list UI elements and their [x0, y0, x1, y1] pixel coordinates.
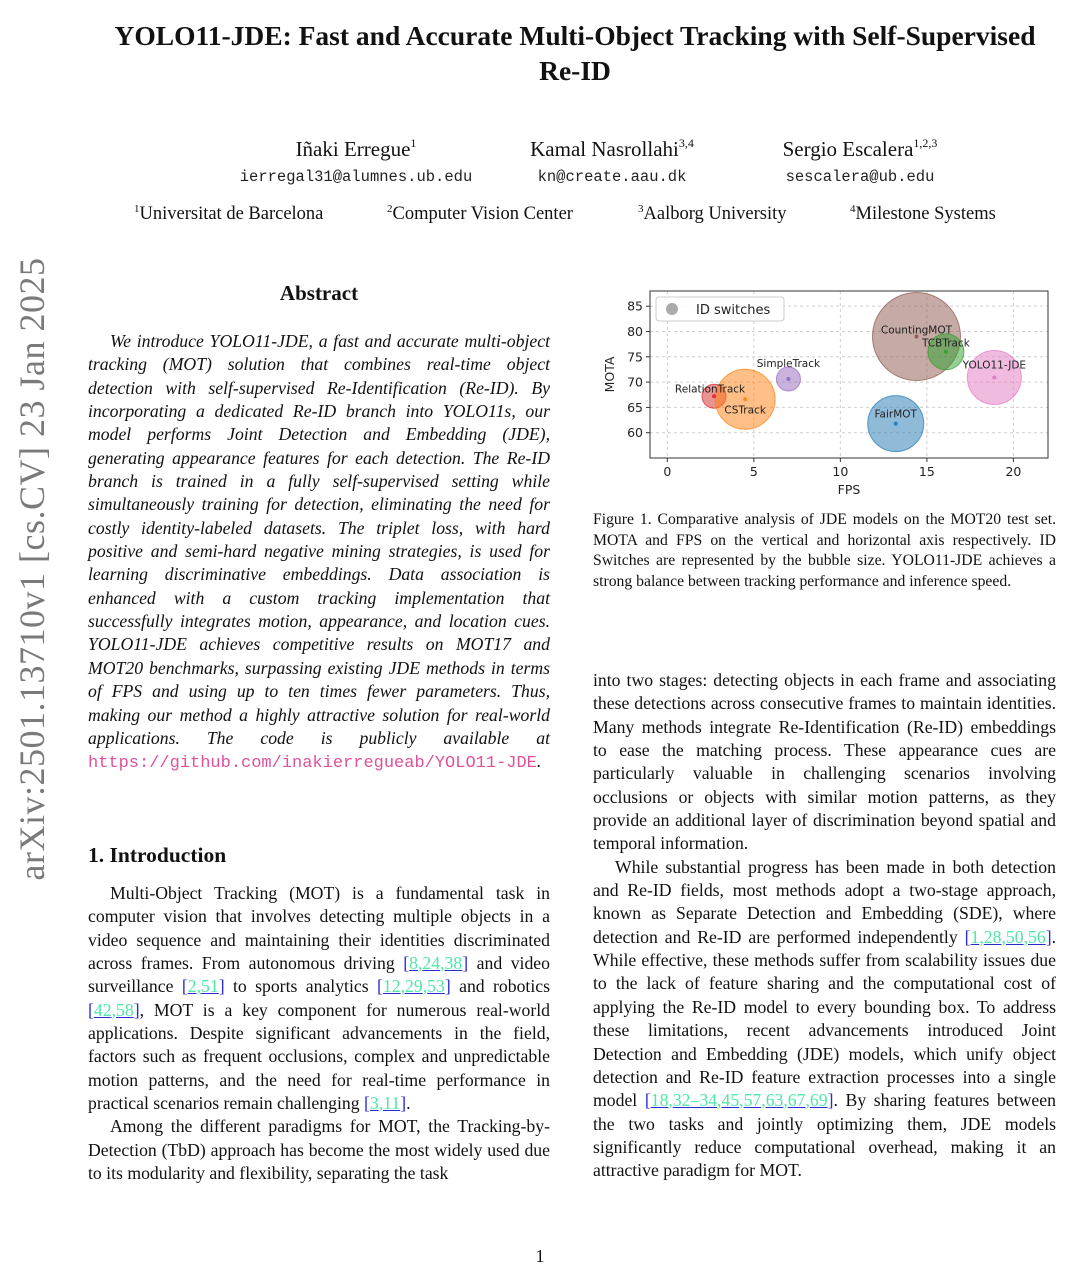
code-url-link[interactable]: https://github.com/inakierregueab/YOLO11-JDE — [88, 754, 537, 774]
author-1 — [196, 130, 516, 186]
bubble-center — [944, 350, 948, 354]
affil-name: Aalborg University — [643, 204, 787, 224]
citation-bracket: ] — [827, 1090, 834, 1111]
citation-link[interactable]: 67 — [787, 1090, 806, 1111]
citation-bracket: [ — [644, 1090, 651, 1111]
affiliation-3 — [638, 203, 787, 225]
citation-link[interactable]: 28 — [983, 926, 1002, 947]
intro-right-column — [593, 669, 1056, 1183]
citation-bracket: [ — [88, 999, 94, 1020]
abstract-heading: Abstract — [279, 281, 359, 305]
affil-sup: 1 — [134, 203, 140, 215]
affiliation-1 — [134, 203, 323, 225]
citation-bracket: [ — [364, 1093, 370, 1114]
affil-sup: 4 — [850, 203, 856, 215]
bubble-center — [894, 422, 898, 426]
citation-link[interactable]: 45 — [721, 1090, 740, 1111]
abstract-end: . — [536, 751, 542, 772]
citation-link[interactable]: 42 — [93, 999, 112, 1020]
affiliation-2 — [387, 203, 573, 225]
bubble-center — [992, 376, 996, 380]
author-affil-sup: 3,4 — [678, 136, 694, 150]
citation-group: [12,29,53] — [377, 976, 451, 997]
title-line-2: Re-ID — [539, 55, 611, 86]
affil-sup: 3 — [638, 203, 644, 215]
intro-left-column — [88, 882, 550, 1185]
bubble-label: YOLO11-JDE — [962, 359, 1027, 372]
affil-name: Milestone Systems — [855, 204, 996, 224]
citation-link[interactable]: 53 — [427, 976, 445, 997]
citation-link[interactable]: 1 — [970, 926, 980, 947]
x-tick-label: 20 — [1005, 464, 1022, 479]
citation-bracket: [ — [377, 976, 383, 997]
citation-link[interactable]: 18 — [650, 1090, 669, 1111]
affil-name: Universitat de Barcelona — [139, 204, 324, 224]
bubble-label: CountingMOT — [880, 324, 953, 337]
citation-link[interactable]: 2 — [187, 976, 197, 997]
author-name: Kamal Nasrollahi — [530, 137, 679, 161]
bubble-label: RelationTrack — [674, 383, 746, 396]
y-axis-label: MOTA — [602, 356, 617, 393]
author-3 — [750, 130, 970, 186]
legend-marker-icon — [666, 303, 678, 315]
citation-bracket: [ — [181, 976, 188, 997]
citation-link[interactable]: 12 — [382, 976, 401, 997]
title-line-1: YOLO11-JDE: Fast and Accurate Multi-Object Tracking with Self-Supervised — [114, 20, 1036, 51]
intro-paragraph-3: While substantial progress has been made in both detection and Re-ID fields, most methods adopt a two-stage approach, known as Separate Detection and Embedding (SDE), where detection and Re-ID are performed independently [1,28,50,56]. While effective, these methods suffer from scalability issues due to the lack of feature sharing and the computational cost of applying the Re-ID model to every bounding box. To address these limitations, recent advancements introduced Joint Detection and Embedding (JDE) models, which unify object detection and Re-ID feature extraction processes into a single model [18,32–34,45,57,63,67,69]. By sharing features between the two tasks and jointly optimizing them, JDE models significantly reduce computational overhead, making it an attractive paradigm for MOT. — [593, 856, 1056, 1181]
affil-sup: 2 — [387, 203, 393, 215]
citation-bracket: ] — [462, 953, 469, 974]
bubble-center — [743, 397, 747, 401]
x-tick-label: 0 — [663, 464, 672, 479]
citation-link[interactable]: 24 — [422, 953, 441, 974]
citation-group: [1,28,50,56] — [964, 926, 1052, 947]
intro-paragraph-2-cont: into two stages: detecting objects in each frame and associating these detections across consecutive frames to maintain identities. Many methods integrate Re-Identification (Re-ID) embeddings to ease the matching process. These appearance cues are particularly valuable in challenging scenarios involving occlusions or objects with similar motion patterns, as they provide an additional layer of discrimination beyond spatial and temporal information. — [593, 670, 1056, 854]
author-email[interactable]: ierregal31@alumnes.ub.edu — [239, 168, 473, 186]
author-name: Iñaki Erregue — [295, 137, 411, 161]
citation-link[interactable]: 58 — [116, 999, 134, 1020]
bubble-center — [786, 377, 790, 381]
bubble-label: SimpleTrack — [756, 358, 821, 371]
affil-name: Computer Vision Center — [392, 204, 573, 224]
citation-bracket: ] — [1045, 926, 1052, 947]
intro-paragraph-1: Multi-Object Tracking (MOT) is a fundamental task in computer vision that involves detecting multiple objects in a video sequence and maintaining their identities discriminated across frames. From autonomous driving [8,24,38] and video surveillance [2,51] to sports analytics [12,29,53] and robotics [42,58], MOT is a key component for numerous real-world applications. Despite significant advancements in the field, factors such as frequent occlusions, complex and unpredictable motion patterns, and the need for real-time performance in practical scenarios remain challenging [3,11]. — [88, 883, 550, 1114]
y-tick-label: 65 — [627, 399, 643, 415]
citation-group: [42,58] — [88, 999, 140, 1020]
citation-link[interactable]: 3 — [369, 1093, 379, 1114]
bubble-label: CSTrack — [724, 404, 766, 417]
y-tick-label: 85 — [627, 298, 643, 314]
arxiv-stamp: arXiv:2501.13710v1 [cs.CV] 23 Jan 2025 — [12, 257, 52, 881]
x-tick-label: 5 — [749, 464, 758, 479]
citation-link[interactable]: 56 — [1028, 926, 1046, 947]
section-heading-introduction: 1. Introduction — [88, 843, 227, 867]
author-affil-sup: 1 — [410, 136, 417, 150]
citation-link[interactable]: 29 — [405, 976, 423, 997]
figure-1-caption: Figure 1. Comparative analysis of JDE models on the MOT20 test set. MOTA and FPS on the vertical and horizontal axis respectively. ID Switches are represented by the bubble size. YOLO11-JDE achieves a strong balance between tracking performance and inference speed. — [593, 511, 1056, 590]
x-axis-label: FPS — [837, 482, 861, 497]
author-email[interactable]: kn@create.aau.dk — [537, 168, 687, 186]
page-number: 1 — [535, 1246, 545, 1266]
x-tick-label: 15 — [918, 464, 935, 479]
citation-link[interactable]: 63 — [765, 1090, 784, 1111]
y-tick-label: 60 — [627, 425, 643, 441]
citation-link[interactable]: 11 — [383, 1093, 401, 1114]
citation-link[interactable]: 50 — [1005, 926, 1024, 947]
citation-link[interactable]: 57 — [743, 1090, 762, 1111]
citation-bracket: ] — [400, 1093, 407, 1114]
citation-link[interactable]: 51 — [201, 976, 219, 997]
citation-group: [3,11] — [364, 1093, 407, 1114]
citation-group: [18,32–34,45,57,63,67,69] — [644, 1090, 834, 1111]
legend-label: ID switches — [696, 303, 771, 318]
citation-bracket: ] — [444, 976, 451, 997]
citation-link[interactable]: 32–34 — [672, 1090, 718, 1111]
abstract-body — [88, 330, 550, 776]
citation-bracket: [ — [964, 926, 971, 947]
affiliation-4 — [850, 203, 996, 225]
y-tick-label: 75 — [627, 349, 643, 365]
x-tick-label: 10 — [832, 464, 849, 479]
figure-1-bubble-chart — [592, 286, 1062, 506]
author-2 — [502, 130, 722, 186]
author-name: Sergio Escalera — [782, 137, 914, 161]
citation-link[interactable]: 38 — [444, 953, 463, 974]
bubble-label: TCBTrack — [921, 337, 970, 350]
citation-bracket: [ — [403, 953, 410, 974]
author-email[interactable]: sescalera@ub.edu — [785, 168, 935, 186]
y-tick-label: 80 — [627, 323, 643, 339]
abstract-text: We introduce YOLO11-JDE, a fast and accurate multi-object tracking (MOT) solution that combines real-time object detection with self-supervised Re-Identification (Re-ID). By incorporating a dedicated Re-ID branch into YOLO11s, our model performs Joint Detection and Embedding (JDE), generating appearance features for each detection. The Re-ID branch is trained in a fully self-supervised setting while simultaneously training for detection, eliminating the need for costly identity-labeled datasets. The triplet loss, with hard positive and semi-hard negative mining strategies, is used for learning discriminative embeddings. Data association is enhanced with a custom tracking implementation that successfully integrates motion, appearance, and location cues. YOLO11-JDE achieves competitive results on MOT17 and MOT20 benchmarks, surpassing existing JDE methods in terms of FPS and using up to ten times fewer parameters. Thus, making our method a highly attractive solution for real-world applications. The code is publicly available at — [88, 331, 550, 748]
citation-link[interactable]: 8 — [409, 953, 418, 974]
author-affil-sup: 1,2,3 — [913, 136, 938, 150]
citation-bracket: ] — [218, 976, 225, 997]
citation-link[interactable]: 69 — [809, 1090, 828, 1111]
y-tick-label: 70 — [627, 374, 643, 390]
citation-bracket: ] — [133, 999, 140, 1020]
bubble-label: FairMOT — [874, 408, 917, 421]
paper-title — [80, 18, 1070, 88]
citation-group: [2,51] — [181, 976, 225, 997]
citation-group: [8,24,38] — [403, 953, 469, 974]
intro-paragraph-2-start: Among the different paradigms for MOT, the Tracking-by-Detection (TbD) approach has become the most widely used due to its modularity and flexibility, separating the task — [88, 1116, 550, 1184]
